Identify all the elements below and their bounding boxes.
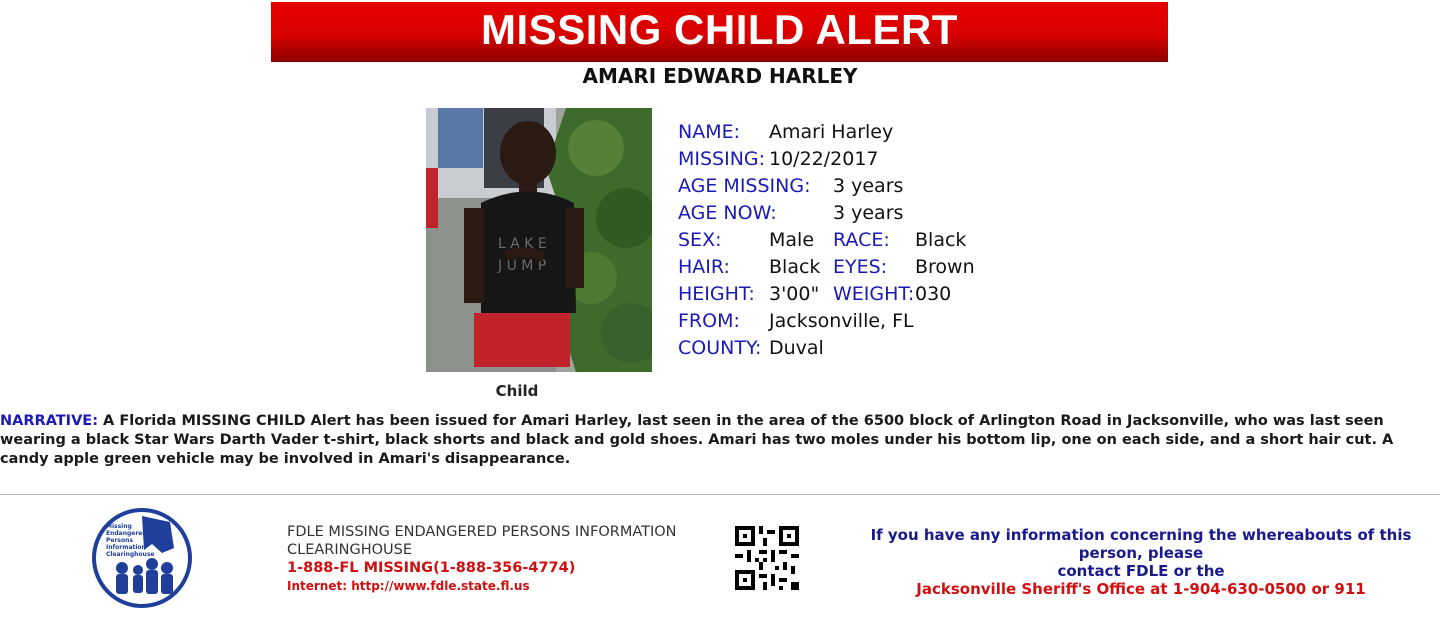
footer-divider — [0, 494, 1440, 495]
age-now-label: AGE NOW: — [678, 202, 777, 224]
hotline-phone[interactable]: 1-888-FL MISSING(1-888-356-4774) — [287, 560, 576, 576]
age-missing-label: AGE MISSING: — [678, 175, 811, 197]
logo-text-3: Information — [106, 544, 146, 551]
narrative-text: A Florida MISSING CHILD Alert has been issued for Amari Harley, last seen in the area of the 6500 block of Arlington Road in Jacksonville, who was last seen wearing a black Star Wars Darth Vader t-shirt, black shorts and black and gold shoes. Amari has two moles under his bottom lip, one on each side, and a short hair cut. A candy apple green vehicle may be involved in Amari's disappearance. — [0, 413, 1394, 467]
name-value: Amari Harley — [769, 121, 894, 143]
logo-text-4: Clearinghouse — [106, 551, 155, 558]
sheriff-contact[interactable]: Jacksonville Sheriff's Office at 1-904-630-0500 or 911 — [916, 580, 1366, 598]
logo-text-0: Missing — [106, 523, 132, 530]
from-label: FROM: — [678, 310, 740, 332]
photo-caption: Child — [495, 382, 539, 400]
age-missing-value: 3 years — [833, 175, 904, 197]
logo-text-1: Endangered — [106, 530, 147, 537]
race-value: Black — [915, 229, 967, 251]
child-photo-image — [426, 108, 652, 372]
org-name-line2: CLEARINGHOUSE — [287, 542, 413, 558]
eyes-value: Brown — [915, 256, 975, 278]
contact-info — [846, 526, 1436, 598]
child-full-name: AMARI EDWARD HARLEY — [582, 64, 858, 88]
hair-value: Black — [769, 256, 821, 278]
height-value: 3'00" — [769, 283, 820, 305]
contact-line2: contact FDLE or the — [1057, 562, 1225, 580]
svg-text:J U M P: J U M P — [498, 258, 547, 274]
race-label: RACE: — [833, 229, 890, 251]
weight-value: 030 — [915, 283, 952, 305]
from-value: Jacksonville, FL — [769, 310, 914, 332]
logo-text-2: Persons — [106, 537, 133, 544]
missing-date-value: 10/22/2017 — [769, 148, 879, 170]
narrative-label: NARRATIVE: — [0, 413, 98, 429]
missing-label: MISSING: — [678, 148, 766, 170]
org-name-line1: FDLE MISSING ENDANGERED PERSONS INFORMATION — [287, 524, 677, 540]
name-label: NAME: — [678, 121, 741, 143]
child-photo — [426, 108, 652, 372]
county-label: COUNTY: — [678, 337, 762, 359]
qr-code-icon[interactable] — [735, 526, 799, 590]
clearinghouse-logo-icon — [92, 508, 192, 608]
sex-label: SEX: — [678, 229, 722, 251]
contact-line1: If you have any information concerning the whereabouts of this person, please — [870, 526, 1412, 562]
hair-label: HAIR: — [678, 256, 730, 278]
county-value: Duval — [769, 337, 824, 359]
age-now-value: 3 years — [833, 202, 904, 224]
eyes-label: EYES: — [833, 256, 888, 278]
alert-banner: MISSING CHILD ALERT — [271, 2, 1168, 62]
sex-value: Male — [769, 229, 815, 251]
clearinghouse-info — [287, 523, 707, 595]
svg-text:L A K E: L A K E — [498, 236, 547, 252]
weight-label: WEIGHT: — [833, 283, 915, 305]
height-label: HEIGHT: — [678, 283, 755, 305]
narrative — [0, 412, 1430, 469]
website-link[interactable]: Internet: http://www.fdle.state.fl.us — [287, 579, 530, 593]
